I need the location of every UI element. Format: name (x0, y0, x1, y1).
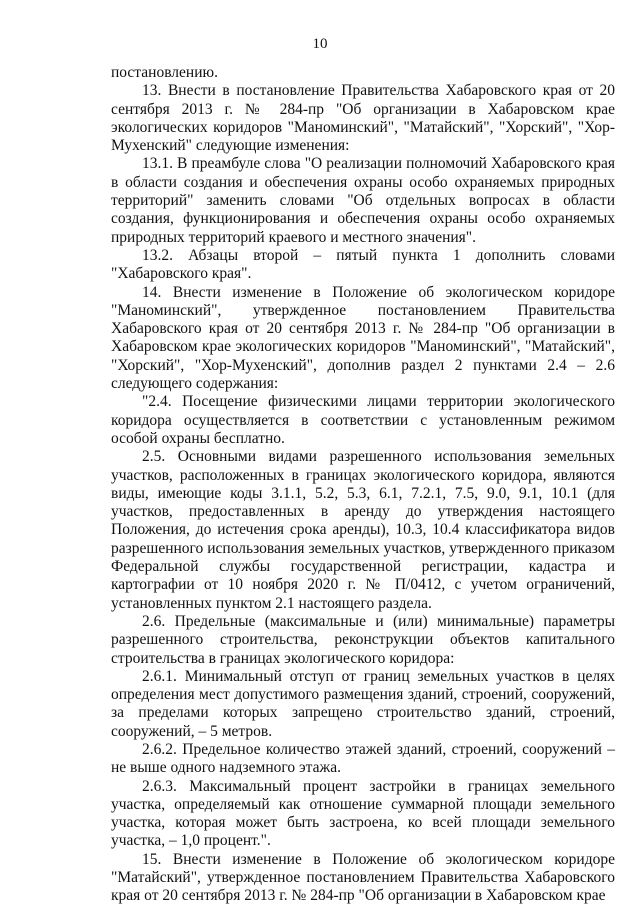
paragraph-item-2-6: 2.6. Предельные (максимальные и (или) минимальные) параметры разрешенного строительства, реконструкции объектов капитального строительства в границах экологического коридора: (111, 612, 615, 667)
paragraph-item-13: 13. Внести в постановление Правительства Хабаровского края от 20 сентября 2013 г. № 284-пр "Об организации в Хабаровском крае экологических коридоров "Маноминский", "Матайский", "Хорский", "Хор-Мухенский" следующие изменения: (111, 82, 615, 155)
paragraph-item-13-1: 13.1. В преамбуле слова "О реализации полномочий Хабаровского края в области создания и обеспечения охраны особо охраняемых природных территорий" заменить словами "Об отдельных вопросах в области создания, функционирования и обеспечения охраны особо охраняемых природных территорий краевого и местного значения". (111, 155, 615, 246)
document-body (111, 64, 615, 906)
paragraph-item-2-4: "2.4. Посещение физическими лицами территории экологического коридора осуществляется в соответствии с установленным режимом особой охраны бесплатно. (111, 393, 615, 447)
paragraph-item-2-6-3: 2.6.3. Максимальный процент застройки в границах земельного участка, определяемый как отношение суммарной площади земельного участка, которая может быть застроена, ко всей площади земельного участка, – 1,0 процент.". (111, 777, 615, 850)
paragraph-item-15: 15. Внести изменение в Положение об экологическом коридоре "Матайский", утвержденное постановлением Правительства Хабаровского края от 20 сентября 2013 г. № 284-пр "Об организации в Хабаровском крае (111, 850, 615, 905)
paragraph-item-2-6-1: 2.6.1. Минимальный отступ от границ земельных участков в целях определения мест допустимого размещения зданий, строений, сооружений, за пределами которых запрещено строительство зданий, строений, сооружений, – 5 метров. (111, 667, 615, 740)
paragraph-item-14: 14. Внести изменение в Положение об экологическом коридоре "Маноминский", утвержденное постановлением Правительства Хабаровского края от 20 сентября 2013 г. № 284-пр "Об организации в Хабаровском крае экологических коридоров "Маноминский", "Матайский", "Хорский", "Хор-Мухенский", дополнив раздел 2 пунктами 2.4 – 2.6 следующего содержания: (111, 283, 615, 393)
page-number: 10 (312, 36, 328, 52)
paragraph-item-13-2: 13.2. Абзацы второй – пятый пункта 1 дополнить словами "Хабаровского края". (111, 246, 615, 283)
paragraph-item-2-6-2: 2.6.2. Предельное количество этажей зданий, строений, сооружений – не выше одного надземного этажа. (111, 740, 615, 777)
paragraph-item-2-5: 2.5. Основными видами разрешенного использования земельных участков, расположенных в границах экологического коридора, являются виды, имеющие коды 3.1.1, 5.2, 5.3, 6.1, 7.2.1, 7.5, 9.0, 9.1, 10.1 (для участков, предоставленных в аренду до утверждения настоящего Положения, до истечения срока аренды), 10.3, 10.4 классификатора видов разрешенного использования земельных участков, утвержденного приказом Федеральной службы государственной регистрации, кадастра и картографии от 10 ноября 2020 г. № П/0412, с учетом ограничений, установленных пунктом 2.1 настоящего раздела. (111, 448, 615, 612)
paragraph-continuation: постановлению. (111, 64, 218, 81)
